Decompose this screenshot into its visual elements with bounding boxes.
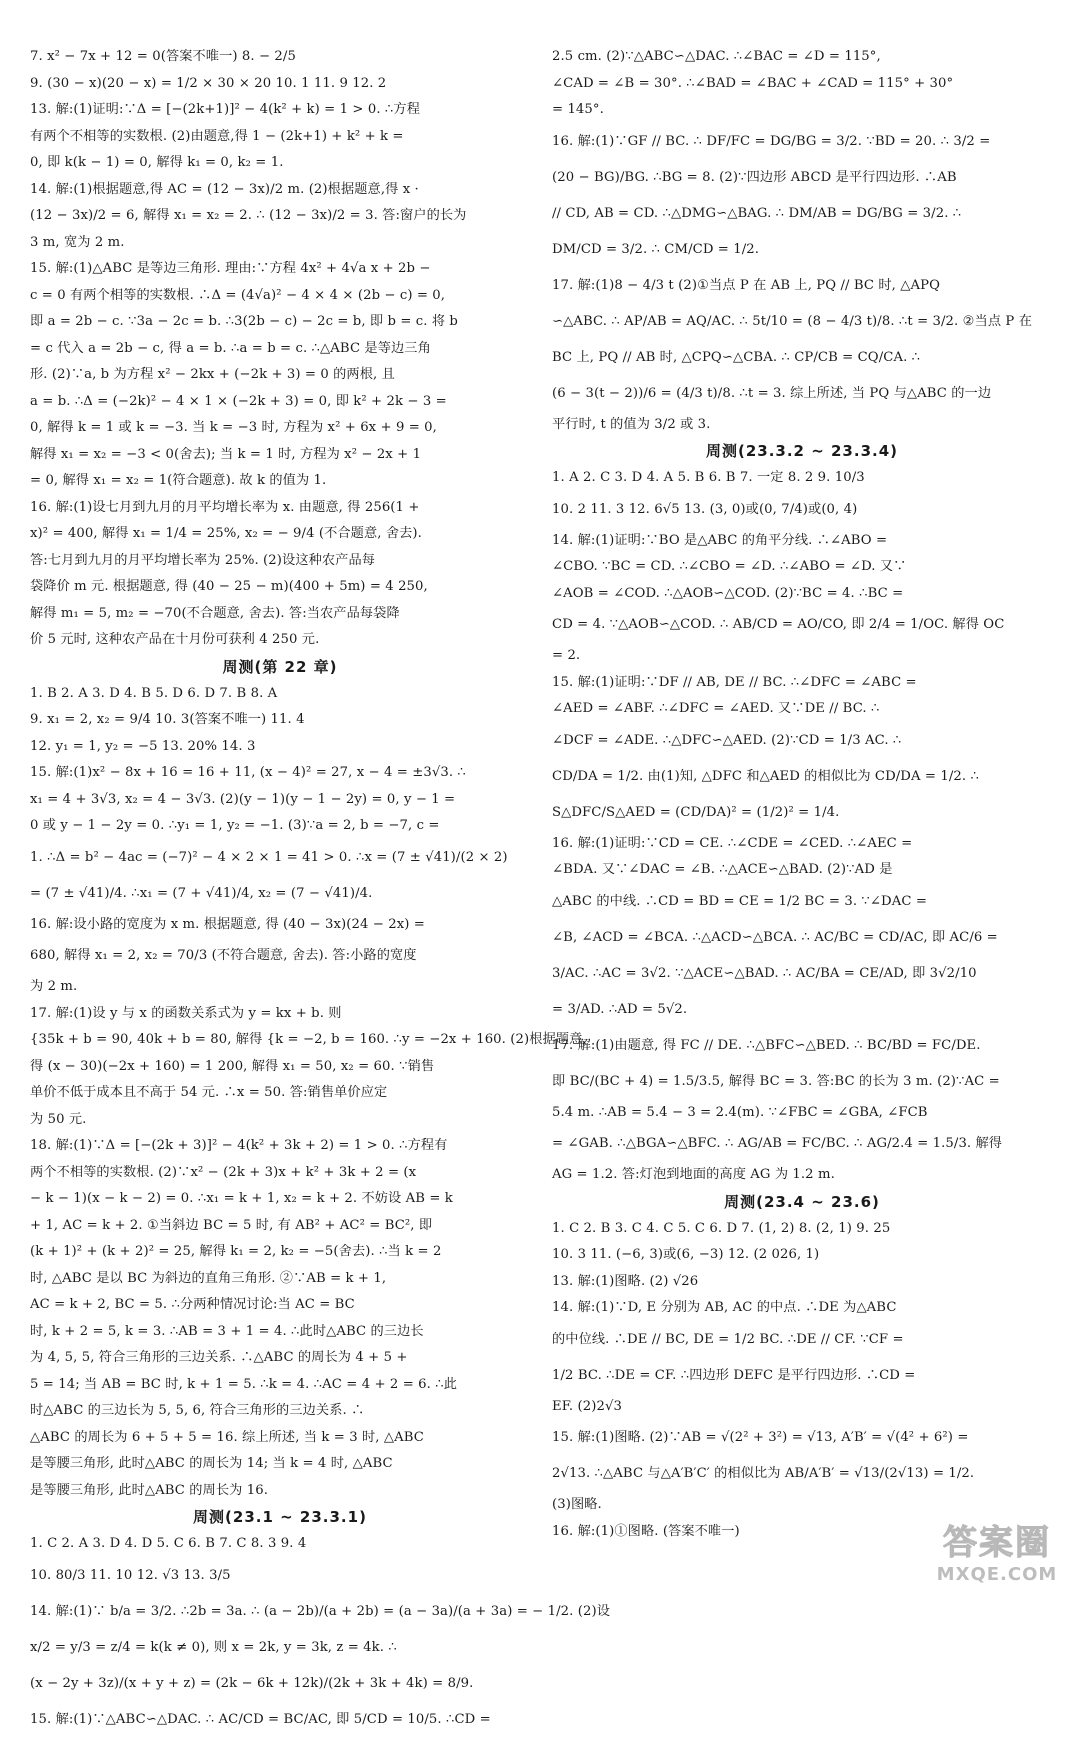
left-answer-line: x₁ = 4 + 3√3, x₂ = 4 − 3√3. (2)(y − 1)(y − 1 − 2y) = 0, y − 1 = xyxy=(30,791,456,807)
right-answer-line: 即 BC/(BC + 4) = 1.5/3.5, 解得 BC = 3. 答:BC 的长为 3 m. (2)∵AC = xyxy=(552,1073,1000,1089)
left-answer-line: 为 50 元. xyxy=(30,1111,87,1127)
left-answer-line: 680, 解得 x₁ = 2, x₂ = 70/3 (不符合题意, 舍去). 答:小路的宽度 xyxy=(30,948,417,963)
left-answer-line: a = b. ∴Δ = (−2k)² − 4 × 1 × (−2k + 3) = 0, 即 k² + 2k − 3 = xyxy=(30,393,447,409)
right-answer-line: 5.4 m. ∴AB = 5.4 − 3 = 2.4(m). ∵∠FBC = ∠GBA, ∠FCB xyxy=(552,1104,928,1120)
left-section-heading: 周测(第 22 章) xyxy=(222,657,338,676)
left-answer-line: 10. 80/3 11. 10 12. √3 13. 3/5 xyxy=(30,1567,231,1583)
right-answer-line: ∠AED = ∠ABF. ∴∠DFC = ∠AED. 又∵DE // BC. ∴ xyxy=(552,701,880,716)
right-answer-line: 17. 解:(1)8 − 4/3 t (2)①当点 P 在 AB 上, PQ // BC 时, △APQ xyxy=(552,277,940,293)
right-section-heading: 周测(23.3.2 ~ 23.3.4) xyxy=(705,442,898,460)
left-answer-line: 为 4, 5, 5, 符合三角形的三边关系. ∴△ABC 的周长为 4 + 5 + xyxy=(30,1350,408,1365)
left-answer-line: 17. 解:(1)设 y 与 x 的函数关系式为 y = kx + b. 则 xyxy=(30,1005,342,1021)
watermark-logo xyxy=(922,1522,1072,1592)
right-answer-line: 1. C 2. B 3. C 4. C 5. C 6. D 7. (1, 2) 8. (2, 1) 9. 25 xyxy=(552,1220,891,1236)
right-answer-line: ∠B, ∠ACD = ∠BCA. ∴△ACD∽△BCA. ∴ AC/BC = CD/AC, 即 AC/6 = xyxy=(552,929,998,945)
left-answer-line: 时, k + 2 = 5, k = 3. ∴AB = 3 + 1 = 4. ∴此时△ABC 的三边长 xyxy=(30,1323,424,1339)
right-answer-line: 14. 解:(1)证明:∵BO 是△ABC 的角平分线. ∴∠ABO = xyxy=(552,532,888,548)
left-answer-line: 14. 解:(1)∵ b/a = 3/2. ∴2b = 3a. ∴ (a − 2b)/(a + 2b) = (a − 3a)/(a + 3a) = − 1/2. (2)设 xyxy=(30,1603,610,1619)
left-answer-line: c = 0 有两个相等的实数根. ∴Δ = (4√a)² − 4 × 4 × (2b − c) = 0, xyxy=(30,287,446,303)
left-answer-line: △ABC 的周长为 6 + 5 + 5 = 16. 综上所述, 当 k = 3 时, △ABC xyxy=(30,1429,424,1445)
right-answer-line: ∽△ABC. ∴ AP/AB = AQ/AC. ∴ 5t/10 = (8 − 4/3 t)/8. ∴t = 3/2. ②当点 P 在 xyxy=(552,313,1032,329)
left-answer-line: 9. (30 − x)(20 − x) = 1/2 × 30 × 20 10. 1 11. 9 12. 2 xyxy=(30,75,387,91)
right-answer-line: 的中位线. ∴DE // BC, DE = 1/2 BC. ∴DE // CF. ∵CF = xyxy=(552,1331,904,1347)
right-answer-line: = ∠GAB. ∴△BGA∽△BFC. ∴ AG/AB = FC/BC. ∴ AG/2.4 = 1.5/3. 解得 xyxy=(552,1136,1003,1151)
left-answer-line: 7. x² − 7x + 12 = 0(答案不唯一) 8. − 2/5 xyxy=(30,49,296,64)
left-answer-line: (x − 2y + 3z)/(x + y + z) = (2k − 6k + 12k)/(2k + 3k + 4k) = 8/9. xyxy=(30,1675,474,1691)
left-answer-line: 13. 解:(1)证明:∵Δ = [−(2k+1)]² − 4(k² + k) = 1 > 0. ∴方程 xyxy=(30,102,420,117)
right-answer-line: △ABC 的中线. ∴CD = BD = CE = 1/2 BC = 3. ∵∠DAC = xyxy=(552,893,927,909)
left-answer-line: 1. B 2. A 3. D 4. B 5. D 6. D 7. B 8. A xyxy=(30,685,278,701)
left-answer-line: 有两个不相等的实数根. (2)由题意,得 1 − (2k+1) + k² + k = xyxy=(30,128,404,144)
left-answer-line: 时△ABC 的三边长为 5, 5, 6, 符合三角形的三边关系. ∴ xyxy=(30,1403,365,1418)
right-column xyxy=(552,44,1052,1545)
right-answer-line: = 2. xyxy=(552,648,581,663)
right-answer-line: 10. 3 11. (−6, 3)或(6, −3) 12. (2 026, 1) xyxy=(552,1247,820,1262)
right-answer-line: 3/AC. ∴AC = 3√2. ∵△ACE∽△BAD. ∴ AC/BA = CE/AD, 即 3√2/10 xyxy=(552,965,977,981)
left-answer-line: 12. y₁ = 1, y₂ = −5 13. 20% 14. 3 xyxy=(30,738,256,754)
left-answer-line: 15. 解:(1)∵△ABC∽△DAC. ∴ AC/CD = BC/AC, 即 5/CD = 10/5. ∴CD = xyxy=(30,1711,491,1727)
right-answer-line: BC 上, PQ // AB 时, △CPQ∽△CBA. ∴ CP/CB = CQ/CA. ∴ xyxy=(552,349,921,365)
left-answer-line: 1. ∴Δ = b² − 4ac = (−7)² − 4 × 2 × 1 = 41 > 0. ∴x = (7 ± √41)/(2 × 2) xyxy=(30,849,508,865)
right-answer-line: 15. 解:(1)图略. (2)∵AB = √(2² + 3²) = √13, A′B′ = √(4² + 6²) = xyxy=(552,1430,969,1445)
right-answer-line: 平行时, t 的值为 3/2 或 3. xyxy=(552,416,711,432)
left-answer-line: 单价不低于成本且不高于 54 元. ∴x = 50. 答:销售单价应定 xyxy=(30,1085,388,1100)
left-answer-line: 5 = 14; 当 AB = BC 时, k + 1 = 5. ∴k = 4. ∴AC = 4 + 2 = 6. ∴此 xyxy=(30,1376,458,1392)
left-answer-line: 形. (2)∵a, b 为方程 x² − 2kx + (−2k + 3) = 0 的两根, 且 xyxy=(30,367,395,382)
right-answer-line: = 3/AD. ∴AD = 5√2. xyxy=(552,1001,688,1017)
left-answer-line: 为 2 m. xyxy=(30,979,78,994)
left-answer-line: 14. 解:(1)根据题意,得 AC = (12 − 3x)/2 m. (2)根据题意,得 x · xyxy=(30,181,419,197)
left-answer-line: x/2 = y/3 = z/4 = k(k ≠ 0), 则 x = 2k, y = 3k, z = 4k. ∴ xyxy=(30,1639,397,1655)
left-answer-line: {35k + b = 90, 40k + b = 80, 解得 {k = −2, b = 160. ∴y = −2x + 160. (2)根据题意, xyxy=(30,1032,587,1047)
left-answer-line: − k − 1)(x − k − 2) = 0. ∴x₁ = k + 1, x₂ = k + 2. 不妨设 AB = k xyxy=(30,1191,453,1206)
right-answer-line: ∠CBO. ∵BC = CD. ∴∠CBO = ∠D. ∴∠ABO = ∠D. 又∵ xyxy=(552,559,907,574)
left-answer-line: = c 代入 a = 2b − c, 得 a = b. ∴a = b = c. ∴△ABC 是等边三角 xyxy=(30,340,431,356)
right-answer-line: CD = 4. ∵△AOB∽△COD. ∴ AB/CD = AO/CO, 即 2/4 = 1/OC. 解得 OC xyxy=(552,617,1005,632)
left-answer-line: 是等腰三角形, 此时△ABC 的周长为 16. xyxy=(30,1482,268,1498)
left-answer-line: 3 m, 宽为 2 m. xyxy=(30,234,125,250)
left-answer-line: 答:七月到九月的月平均增长率为 25%. (2)设这种农产品每 xyxy=(30,552,376,568)
right-answer-line: 1. A 2. C 3. D 4. A 5. B 6. B 7. 一定 8. 2 9. 10/3 xyxy=(552,470,865,485)
right-answer-line: S△DFC/S△AED = (CD/DA)² = (1/2)² = 1/4. xyxy=(552,804,840,820)
watermark-url: MXQE.COM xyxy=(936,1564,1058,1585)
watermark-logo-text: 答案圈 xyxy=(943,1523,1051,1563)
left-answer-line: 时, △ABC 是以 BC 为斜边的直角三角形. ②∵AB = k + 1, xyxy=(30,1270,387,1286)
right-answer-line: 2√13. ∴△ABC 与△A′B′C′ 的相似比为 AB/A′B′ = √13/(2√13) = 1/2. xyxy=(552,1466,975,1481)
left-answer-line: AC = k + 2, BC = 5. ∴分两种情况讨论:当 AC = BC xyxy=(30,1297,355,1312)
right-answer-line: (20 − BG)/BG. ∴BG = 8. (2)∵四边形 ABCD 是平行四边形. ∴AB xyxy=(552,169,957,185)
right-answer-line: (3)图略. xyxy=(552,1497,602,1512)
left-answer-line: 16. 解:(1)设七月到九月的月平均增长率为 x. 由题意, 得 256(1 + xyxy=(30,499,420,515)
right-answer-line: 1/2 BC. ∴DE = CF. ∴四边形 DEFC 是平行四边形. ∴CD = xyxy=(552,1367,916,1383)
right-answer-line: ∠AOB = ∠COD. ∴△AOB∽△COD. (2)∵BC = 4. ∴BC = xyxy=(552,585,904,601)
left-answer-line: 18. 解:(1)∵Δ = [−(2k + 3)]² − 4(k² + 3k + 2) = 1 > 0. ∴方程有 xyxy=(30,1138,448,1153)
right-answer-line: AG = 1.2. 答:灯泡到地面的高度 AG 为 1.2 m. xyxy=(552,1167,835,1182)
left-answer-line: 得 (x − 30)(−2x + 160) = 1 200, 解得 x₁ = 50, x₂ = 60. ∵销售 xyxy=(30,1058,435,1074)
right-answer-line: 14. 解:(1)∵D, E 分别为 AB, AC 的中点. ∴DE 为△ABC xyxy=(552,1300,897,1315)
right-answer-line: 16. 解:(1)证明:∵CD = CE. ∴∠CDE = ∠CED. ∴∠AEC = xyxy=(552,835,913,851)
left-answer-line: 价 5 元时, 这种农产品在十月份可获利 4 250 元. xyxy=(30,632,320,647)
left-answer-line: 是等腰三角形, 此时△ABC 的周长为 14; 当 k = 4 时, △ABC xyxy=(30,1456,393,1471)
right-answer-line: DM/CD = 3/2. ∴ CM/CD = 1/2. xyxy=(552,241,760,257)
left-answer-line: 即 a = 2b − c. ∵3a − 2c = b. ∴3(2b − c) − 2c = b, 即 b = c. 将 b xyxy=(30,314,458,329)
right-answer-line: 10. 2 11. 3 12. 6√5 13. (3, 0)或(0, 7/4)或(0, 4) xyxy=(552,501,858,517)
right-answer-line: 13. 解:(1)图略. (2) √26 xyxy=(552,1273,699,1289)
left-answer-line: 两个不相等的实数根. (2)∵x² − (2k + 3)x + k² + 3k + 2 = (x xyxy=(30,1164,417,1180)
left-answer-line: 解得 m₁ = 5, m₂ = −70(不合题意, 舍去). 答:当农产品每袋降 xyxy=(30,605,400,621)
right-answer-line: 17. 解:(1)由题意, 得 FC // DE. ∴△BFC∽△BED. ∴ BC/BD = FC/DE. xyxy=(552,1037,981,1053)
right-answer-line: = 145°. xyxy=(552,102,604,117)
left-answer-line: (k + 1)² + (k + 2)² = 25, 解得 k₁ = 2, k₂ = −5(舍去). ∴当 k = 2 xyxy=(30,1244,442,1259)
left-answer-line: 16. 解:设小路的宽度为 x m. 根据题意, 得 (40 − 3x)(24 − 2x) = xyxy=(30,916,425,932)
left-answer-line: + 1, AC = k + 2. ①当斜边 BC = 5 时, 有 AB² + AC² = BC², 即 xyxy=(30,1217,433,1233)
left-answer-line: = (7 ± √41)/4. ∴x₁ = (7 + √41)/4, x₂ = (7 − √41)/4. xyxy=(30,885,373,901)
right-answer-line: EF. (2)2√3 xyxy=(552,1398,622,1414)
right-answer-line: ∠BDA. 又∵∠DAC = ∠B. ∴△ACE∽△BAD. (2)∵AD 是 xyxy=(552,862,893,877)
right-answer-line: ∠DCF = ∠ADE. ∴△DFC∽△AED. (2)∵CD = 1/3 AC. ∴ xyxy=(552,732,902,748)
right-answer-line: ∠CAD = ∠B = 30°. ∴∠BAD = ∠BAC + ∠CAD = 115° + 30° xyxy=(552,75,954,91)
right-answer-line: 2.5 cm. (2)∵△ABC∽△DAC. ∴∠BAC = ∠D = 115°, xyxy=(552,49,881,64)
left-answer-line: x)² = 400, 解得 x₁ = 1/4 = 25%, x₂ = − 9/4 (不合题意, 舍去). xyxy=(30,526,422,541)
left-answer-line: 1. C 2. A 3. D 4. D 5. C 6. B 7. C 8. 3 9. 4 xyxy=(30,1536,307,1551)
left-answer-line: 解得 x₁ = x₂ = −3 < 0(舍去); 当 k = 1 时, 方程为 x² − 2x + 1 xyxy=(30,446,422,462)
right-answer-line: (6 − 3(t − 2))/6 = (4/3 t)/8. ∴t = 3. 综上所述, 当 PQ 与△ABC 的一边 xyxy=(552,385,992,401)
left-answer-line: 0, 解得 k = 1 或 k = −3. 当 k = −3 时, 方程为 x² + 6x + 9 = 0, xyxy=(30,420,437,435)
left-answer-line: 袋降价 m 元. 根据题意, 得 (40 − 25 − m)(400 + 5m) = 4 250, xyxy=(30,579,428,594)
left-answer-line: 15. 解:(1)x² − 8x + 16 = 16 + 11, (x − 4)² = 27, x − 4 = ±3√3. ∴ xyxy=(30,765,466,780)
right-section-heading: 周测(23.4 ~ 23.6) xyxy=(724,1192,880,1211)
right-answer-line: // CD, AB = CD. ∴△DMG∽△BAG. ∴ DM/AB = DG/BG = 3/2. ∴ xyxy=(552,205,962,221)
right-answer-line: 16. 解:(1)∵GF // BC. ∴ DF/FC = DG/BG = 3/2. ∵BD = 20. ∴ 3/2 = xyxy=(552,133,991,149)
right-answer-line: 16. 解:(1)①图略. (答案不唯一) xyxy=(552,1523,740,1539)
left-section-heading: 周测(23.1 ~ 23.3.1) xyxy=(193,1508,367,1526)
left-answer-line: = 0, 解得 x₁ = x₂ = 1(符合题意). 故 k 的值为 1. xyxy=(30,473,327,488)
left-answer-line: 15. 解:(1)△ABC 是等边三角形. 理由:∵方程 4x² + 4√a x + 2b − xyxy=(30,261,431,276)
left-answer-line: 9. x₁ = 2, x₂ = 9/4 10. 3(答案不唯一) 11. 4 xyxy=(30,712,305,727)
left-answer-line: 0 或 y − 1 − 2y = 0. ∴y₁ = 1, y₂ = −1. (3)∵a = 2, b = −7, c = xyxy=(30,818,440,833)
right-answer-line: CD/DA = 1/2. 由(1)知, △DFC 和△AED 的相似比为 CD/DA = 1/2. ∴ xyxy=(552,768,979,784)
right-answer-line: 15. 解:(1)证明:∵DF // AB, DE // BC. ∴∠DFC = ∠ABC = xyxy=(552,674,917,690)
left-answer-line: (12 − 3x)/2 = 6, 解得 x₁ = x₂ = 2. ∴ (12 − 3x)/2 = 3. 答:窗户的长为 xyxy=(30,208,467,223)
left-answer-line: 0, 即 k(k − 1) = 0, 解得 k₁ = 0, k₂ = 1. xyxy=(30,155,284,170)
